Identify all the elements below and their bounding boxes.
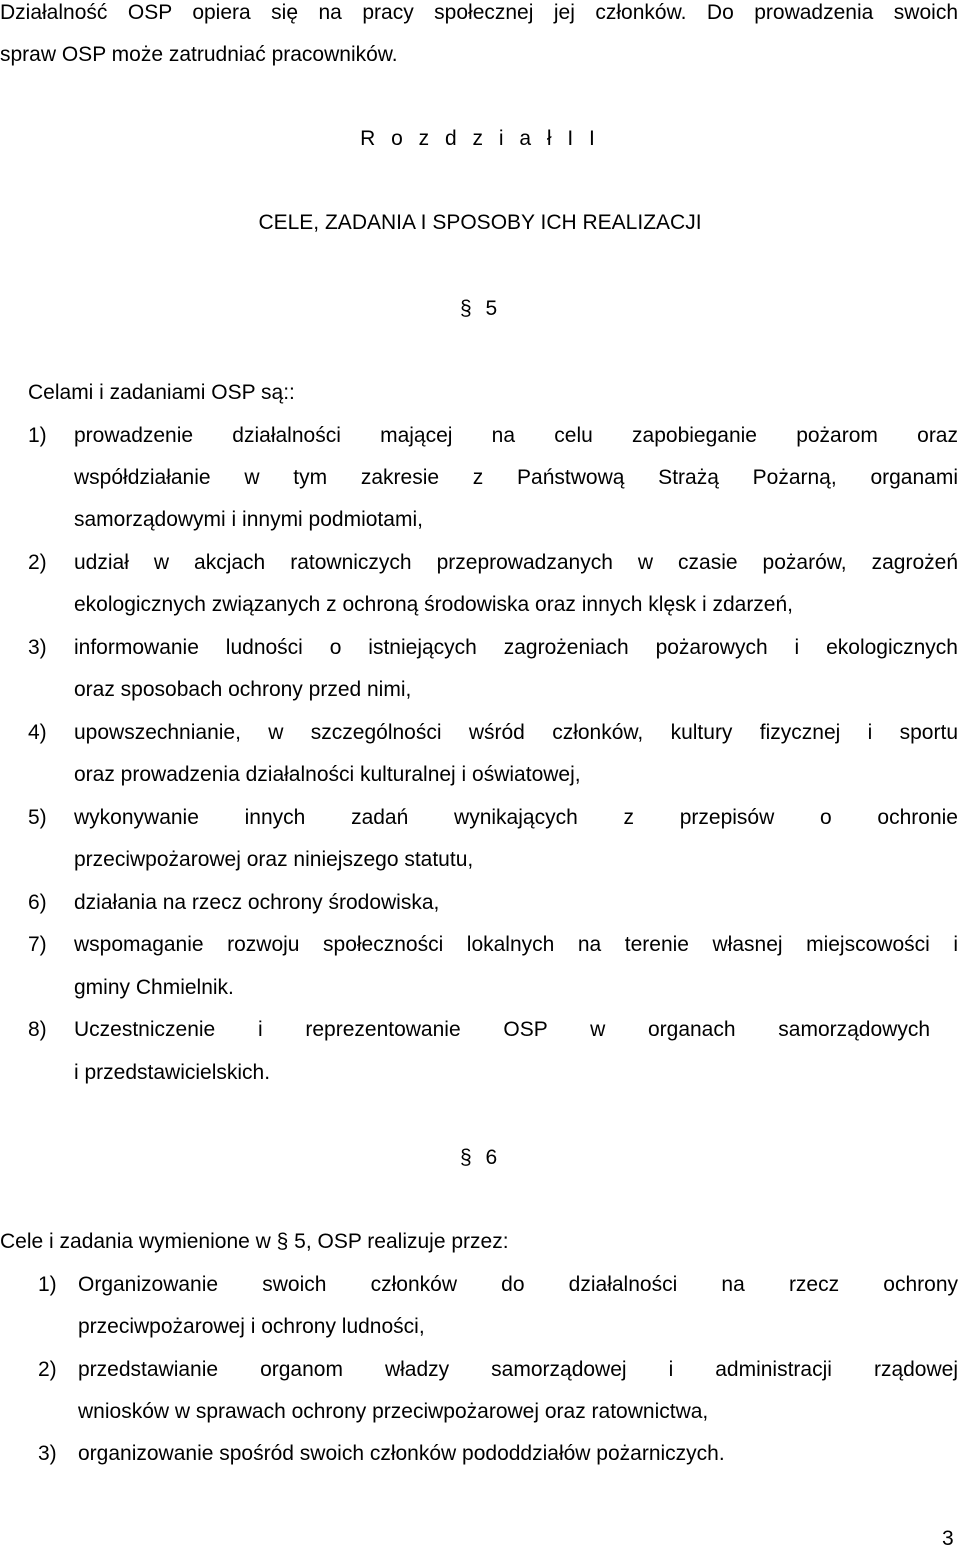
s5-item-4-line-2: oraz prowadzenia działalności kulturalnej i oświatowej,	[74, 763, 581, 786]
s5-item-7-line-2: gminy Chmielnik.	[74, 976, 234, 999]
s5-item-3-number: 3)	[28, 636, 47, 659]
s5-item-3-line-1: informowanie ludności o istniejących zagrożeniach pożarowych i ekologicznych	[74, 636, 958, 659]
s5-item-2-number: 2)	[28, 551, 47, 574]
s5-item-2-line-2: ekologicznych związanych z ochroną środowiska oraz innych klęsk i zdarzeń,	[74, 593, 794, 616]
s5-item-7-line-1: wspomaganie rozwoju społeczności lokalnych na terenie własnej miejscowości i	[74, 933, 958, 956]
s5-item-5-line-2: przeciwpożarowej oraz niniejszego statutu,	[74, 848, 474, 871]
intro-line-1: Działalność OSP opiera się na pracy społecznej jej członków. Do prowadzenia swoich	[0, 1, 958, 24]
s5-item-5-line-1: wykonywanie innych zadań wynikających z przepisów o ochronie	[74, 806, 958, 829]
s5-item-2-line-1: udział w akcjach ratowniczych przeprowadzanych w czasie pożarów, zagrożeń	[74, 551, 958, 574]
s6-item-2-line-1: przedstawianie organom władzy samorządowej i administracji rządowej	[78, 1358, 958, 1381]
s5-item-8-line-1: Uczestniczenie i reprezentowanie OSP w organach samorządowych	[74, 1018, 930, 1041]
section-symbol: §	[460, 1146, 472, 1169]
s6-item-3-line-1: organizowanie spośród swoich członków pododdziałów pożarniczych.	[78, 1442, 725, 1465]
s5-item-6-line-1: działania na rzecz ochrony środowiska,	[74, 891, 440, 914]
section-5-heading	[460, 296, 497, 322]
s5-item-1-line-1: prowadzenie działalności mającej na celu zapobieganie pożarom oraz	[74, 424, 958, 447]
page-number: 3	[942, 1527, 954, 1550]
s5-item-8-line-2: i przedstawicielskich.	[74, 1061, 271, 1084]
s5-item-6-number: 6)	[28, 891, 47, 914]
chapter-label: R o z d z i a ł I I	[360, 127, 600, 150]
section-symbol: §	[460, 297, 472, 320]
s5-item-3-line-2: oraz sposobach ochrony przed nimi,	[74, 678, 412, 701]
s5-item-7-number: 7)	[28, 933, 47, 956]
section-5-lead: Celami i zadaniami OSP są::	[28, 381, 295, 404]
s6-item-1-line-2: przeciwpożarowej i ochrony ludności,	[78, 1315, 425, 1338]
s5-item-4-line-1: upowszechnianie, w szczególności wśród członków, kultury fizycznej i sportu	[74, 721, 958, 744]
section-number: 5	[485, 297, 498, 320]
s6-item-2-number: 2)	[38, 1358, 57, 1381]
s6-item-1-number: 1)	[38, 1273, 57, 1296]
chapter-title: CELE, ZADANIA I SPOSOBY ICH REALIZACJI	[258, 211, 702, 234]
section-number: 6	[485, 1146, 498, 1169]
intro-line-2: spraw OSP może zatrudniać pracowników.	[0, 43, 398, 66]
section-6-lead: Cele i zadania wymienione w § 5, OSP realizuje przez:	[0, 1230, 509, 1253]
s5-item-1-line-3: samorządowymi i innymi podmiotami,	[74, 508, 423, 531]
s5-item-8-number: 8)	[28, 1018, 47, 1041]
s5-item-4-number: 4)	[28, 721, 47, 744]
section-6-heading	[460, 1145, 497, 1171]
s5-item-1-line-2: współdziałanie w tym zakresie z Państwową Strażą Pożarną, organami	[74, 466, 958, 489]
s5-item-5-number: 5)	[28, 806, 47, 829]
s5-item-1-number: 1)	[28, 424, 47, 447]
s6-item-1-line-1: Organizowanie swoich członków do działalności na rzecz ochrony	[78, 1273, 958, 1296]
s6-item-3-number: 3)	[38, 1442, 57, 1465]
s6-item-2-line-2: wniosków w sprawach ochrony przeciwpożarowej oraz ratownictwa,	[78, 1400, 709, 1423]
